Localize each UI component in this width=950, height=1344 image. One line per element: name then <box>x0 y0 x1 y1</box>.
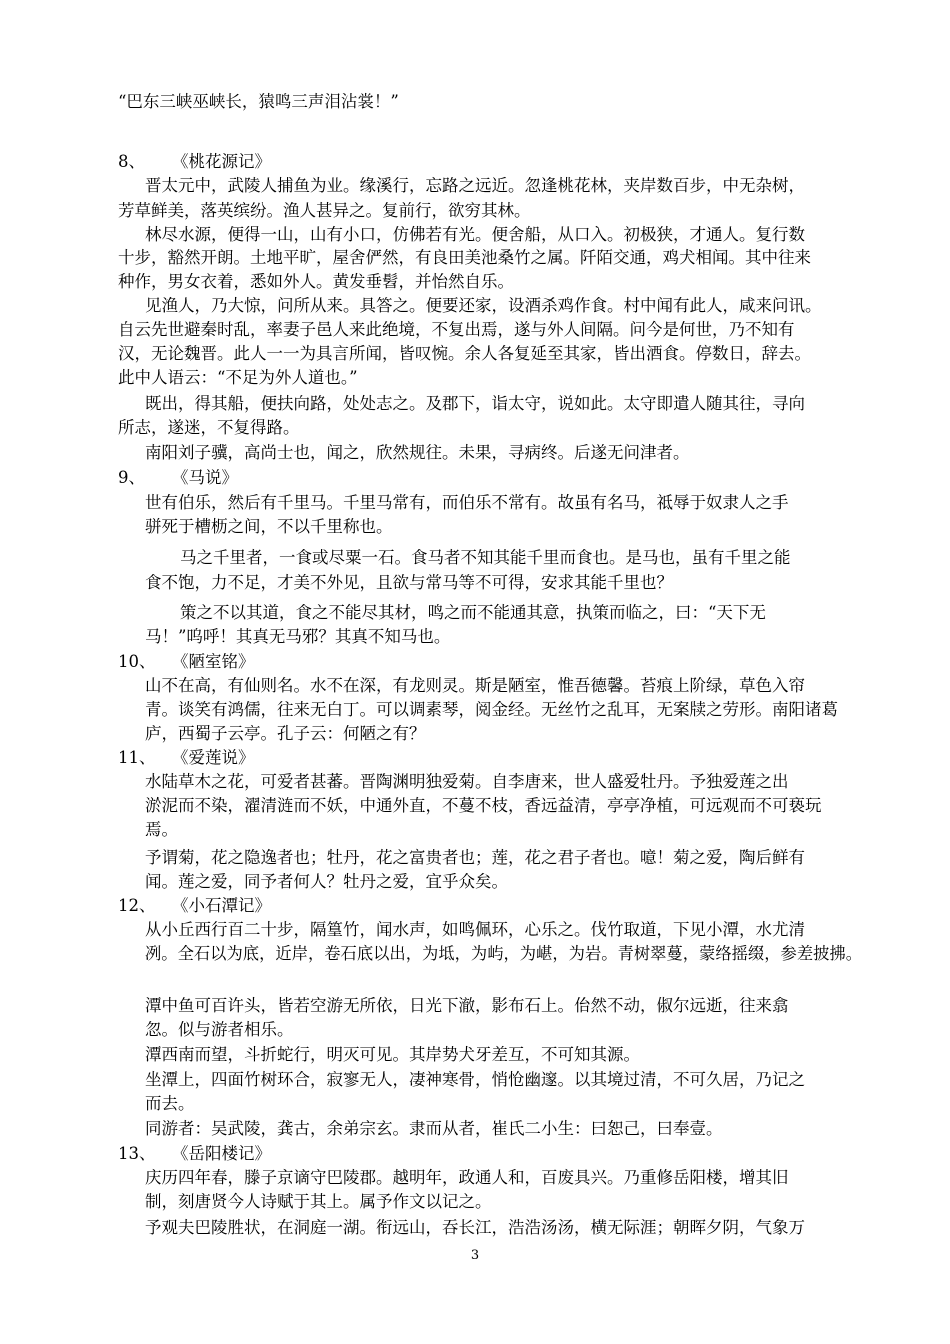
section-number: 9、 <box>118 468 145 487</box>
section-title: 《桃花源记》 <box>172 152 271 171</box>
paragraph-line: 骈死于槽枥之间，不以千里称也。 <box>145 517 393 536</box>
page-number: 3 <box>470 1248 480 1263</box>
paragraph-line: 淤泥而不染，濯清涟而不妖，中通外直，不蔓不枝，香远益清，亭亭净植，可远观而不可亵玩 <box>145 796 822 815</box>
section-number: 10、 <box>118 652 156 671</box>
paragraph-line: 制，刻唐贤今人诗赋于其上。属予作文以记之。 <box>145 1192 492 1211</box>
paragraph-line: 南阳刘子骥，高尚士也，闻之，欣然规往。未果，寻病终。后遂无问津者。 <box>145 443 690 462</box>
paragraph-line: 庆历四年春，滕子京谪守巴陵郡。越明年，政通人和，百废具兴。乃重修岳阳楼，增其旧 <box>145 1168 789 1187</box>
paragraph-line: 青。谈笑有鸿儒，往来无白丁。可以调素琴，阅金经。无丝竹之乱耳，无案牍之劳形。南阳诸葛 <box>145 700 838 719</box>
paragraph-line: 予观夫巴陵胜状，在洞庭一湖。衔远山，吞长江，浩浩汤汤，横无际涯；朝晖夕阴，气象万 <box>145 1218 805 1237</box>
section-title: 《小石潭记》 <box>172 896 271 915</box>
section-heading-13 <box>118 1142 271 1165</box>
section-title: 《陋室铭》 <box>172 652 255 671</box>
paragraph-line: 汉，无论魏晋。此人一一为具言所闻，皆叹惋。余人各复延至其家，皆出酒食。停数日，辞去。 <box>118 344 811 363</box>
paragraph-line: 同游者：吴武陵，龚古，余弟宗玄。隶而从者，崔氏二小生：曰恕己，曰奉壹。 <box>145 1119 723 1138</box>
paragraph-line: 潭中鱼可百许头，皆若空游无所依，日光下澈，影布石上。佁然不动，俶尔远逝，往来翕 <box>145 996 789 1015</box>
paragraph-line: 十步，豁然开朗。土地平旷，屋舍俨然，有良田美池桑竹之属。阡陌交通，鸡犬相闻。其中往来 <box>118 248 811 267</box>
paragraph-line: 山不在高，有仙则名。水不在深，有龙则灵。斯是陋室，惟吾德馨。苔痕上阶绿，草色入帘 <box>145 676 805 695</box>
paragraph-line: 芳草鲜美，落英缤纷。渔人甚异之。复前行，欲穷其林。 <box>118 201 531 220</box>
section-heading-11 <box>118 746 255 769</box>
section-title: 《岳阳楼记》 <box>172 1144 271 1163</box>
paragraph-line: 种作，男女衣着，悉如外人。黄发垂髫，并怡然自乐。 <box>118 272 514 291</box>
poem-line: “巴东三峡巫峡长，猿鸣三声泪沾裳！” <box>118 92 399 111</box>
paragraph-line: 水陆草木之花，可爱者甚蕃。晋陶渊明独爱菊。自李唐来，世人盛爱牡丹。予独爱莲之出 <box>145 772 789 791</box>
section-heading-12 <box>118 894 271 917</box>
paragraph-line: 予谓菊，花之隐逸者也；牡丹，花之富贵者也；莲，花之君子者也。噫！菊之爱，陶后鲜有 <box>145 848 805 867</box>
paragraph-line: 马！”呜呼！其真无马邪？其真不知马也。 <box>145 627 451 646</box>
paragraph-line: 从小丘西行百二十步，隔篁竹，闻水声，如鸣佩环，心乐之。伐竹取道，下见小潭，水尤清 <box>145 920 805 939</box>
section-title: 《爱莲说》 <box>172 748 255 767</box>
paragraph-line: 马之千里者，一食或尽粟一石。食马者不知其能千里而食也。是马也，虽有千里之能 <box>180 548 791 567</box>
section-heading-9 <box>118 466 238 489</box>
section-number: 12、 <box>118 896 156 915</box>
paragraph-line: 潭西南而望，斗折蛇行，明灭可见。其岸势犬牙差互，不可知其源。 <box>145 1045 640 1064</box>
paragraph-line: 所志，遂迷，不复得路。 <box>118 418 300 437</box>
section-title: 《马说》 <box>172 468 238 487</box>
paragraph-line: 坐潭上，四面竹树环合，寂寥无人，凄神寒骨，悄怆幽邃。以其境过清，不可久居，乃记之 <box>145 1070 805 1089</box>
section-number: 11、 <box>118 748 156 767</box>
paragraph-line: 忽。似与游者相乐。 <box>145 1020 294 1039</box>
paragraph-line: 冽。全石以为底，近岸，卷石底以出，为坻，为屿，为嵁，为岩。青树翠蔓，蒙络摇缀，参差披拂。 <box>145 944 862 963</box>
paragraph-line: 而去。 <box>145 1094 195 1113</box>
paragraph-line: 晋太元中，武陵人捕鱼为业。缘溪行，忘路之远近。忽逢桃花林，夹岸数百步，中无杂树， <box>145 176 805 195</box>
paragraph-line: 见渔人，乃大惊，问所从来。具答之。便要还家，设酒杀鸡作食。村中闻有此人，咸来问讯。 <box>145 296 822 315</box>
paragraph-line: 世有伯乐，然后有千里马。千里马常有，而伯乐不常有。故虽有名马，祗辱于奴隶人之手 <box>145 493 789 512</box>
section-number: 13、 <box>118 1144 156 1163</box>
section-number: 8、 <box>118 152 145 171</box>
paragraph-line: 自云先世避秦时乱，率妻子邑人来此绝境，不复出焉，遂与外人间隔。问今是何世，乃不知有 <box>118 320 795 339</box>
section-heading-10 <box>118 650 255 673</box>
paragraph-line: 此中人语云：“不足为外人道也。” <box>118 368 358 387</box>
paragraph-line: 庐，西蜀子云亭。孔子云：何陋之有？ <box>145 724 426 743</box>
paragraph-line: 闻。莲之爱，同予者何人？牡丹之爱，宜乎众矣。 <box>145 872 508 891</box>
section-heading-8 <box>118 150 271 173</box>
paragraph-line: 既出，得其船，便扶向路，处处志之。及郡下，诣太守，说如此。太守即遣人随其往，寻向 <box>145 394 805 413</box>
paragraph-line: 林尽水源，便得一山，山有小口，仿佛若有光。便舍船，从口入。初极狭，才通人。复行数 <box>145 225 805 244</box>
paragraph-line: 食不饱，力不足，才美不外见，且欲与常马等不可得，安求其能千里也？ <box>145 573 673 592</box>
paragraph-line: 焉。 <box>145 820 178 839</box>
paragraph-line: 策之不以其道，食之不能尽其材，鸣之而不能通其意，执策而临之，曰：“天下无 <box>180 603 766 622</box>
